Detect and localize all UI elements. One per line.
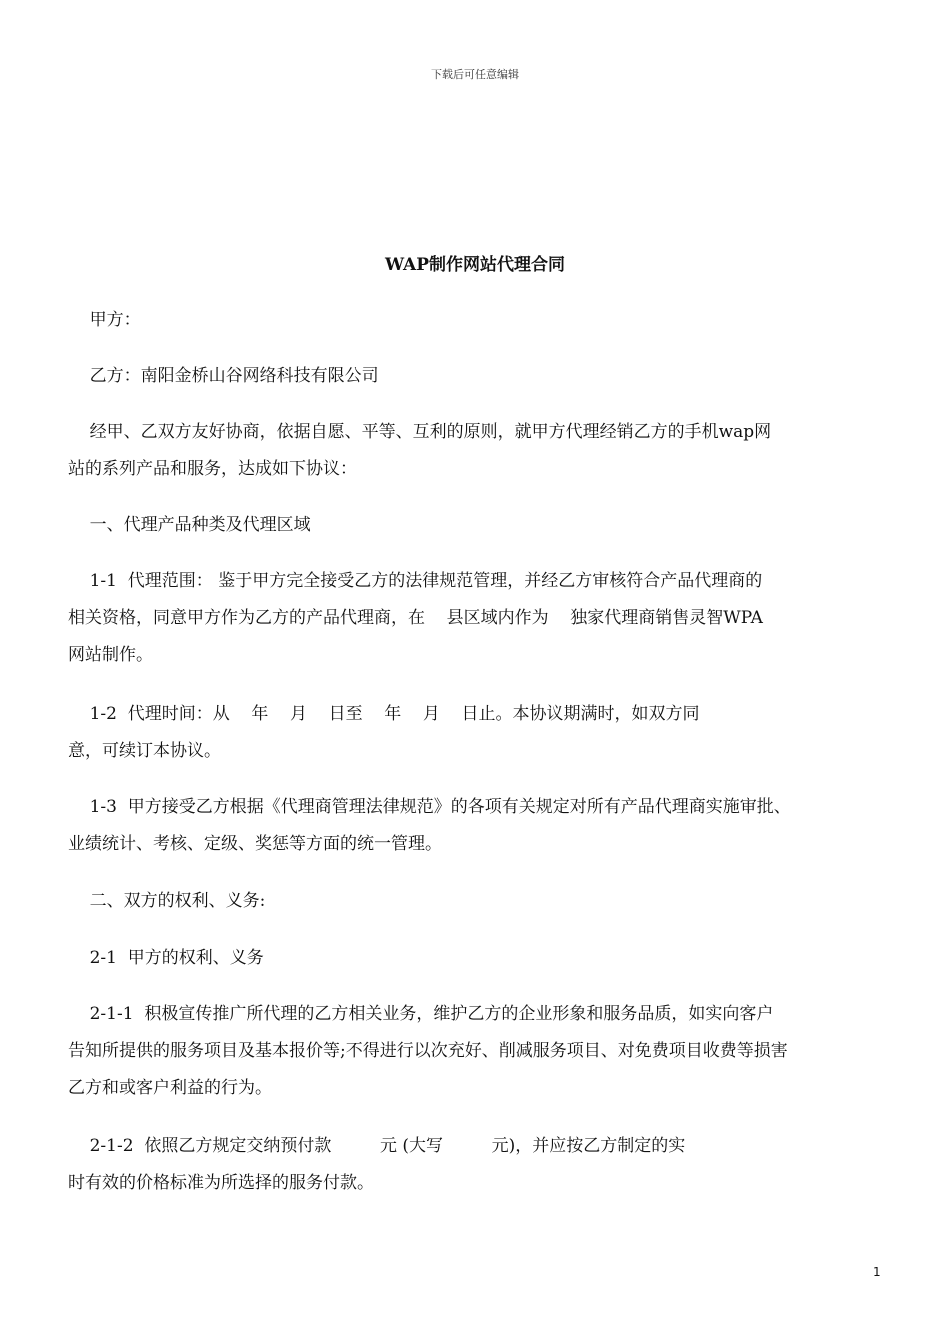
text-line: 甲方： [68, 310, 141, 330]
clause-1-3 [68, 789, 898, 863]
clause-1-1 [68, 563, 898, 674]
page-number: 1 [873, 1265, 881, 1279]
clause-1-2 [68, 696, 898, 770]
text-line: 意，可续订本协议。 [68, 741, 221, 761]
text-line: 乙方和或客户利益的行为。 [68, 1078, 272, 1098]
clause-2-1-1 [68, 996, 898, 1107]
preamble-paragraph [68, 414, 898, 488]
party-b-paragraph [68, 358, 898, 395]
text-line: 2-1-2 依照乙方规定交纳预付款 元 (大写 元)，并应按乙方制定的实 [68, 1136, 686, 1156]
text-line: 1-3 甲方接受乙方根据《代理商管理法律规范》的各项有关规定对所有产品代理商实施审批、 [68, 797, 791, 817]
text-line: 一、代理产品种类及代理区域 [68, 515, 311, 535]
text-line: 业绩统计、考核、定级、奖惩等方面的统一管理。 [68, 834, 442, 854]
text-line: 2-1-1 积极宣传推广所代理的乙方相关业务，维护乙方的企业形象和服务品质，如实向客户 [68, 1004, 774, 1024]
section-heading-2 [68, 883, 898, 920]
text-line: 1-1 代理范围： 鉴于甲方完全接受乙方的法律规范管理，并经乙方审核符合产品代理商的 [68, 571, 763, 591]
text-line: 站的系列产品和服务，达成如下协议： [68, 459, 357, 479]
text-line: 时有效的价格标准为所选择的服务付款。 [68, 1173, 374, 1193]
text-line: 告知所提供的服务项目及基本报价等;不得进行以次充好、削减服务项目、对免费项目收费等损害 [68, 1041, 788, 1061]
party-a-paragraph [68, 302, 898, 339]
text-line: 2-1 甲方的权利、义务 [68, 948, 264, 968]
clause-2-1 [68, 940, 898, 977]
text-line: 相关资格，同意甲方作为乙方的产品代理商，在 县区域内作为 独家代理商销售灵智WPA [68, 608, 763, 628]
text-line: 二、双方的权利、义务: [68, 891, 266, 911]
document-title: WAP制作网站代理合同 [385, 255, 565, 275]
text-line: 1-2 代理时间：从 年 月 日至 年 月 日止。本协议期满时，如双方同 [68, 704, 700, 724]
text-line: 经甲、乙双方友好协商，依据自愿、平等、互利的原则，就甲方代理经销乙方的手机wap网 [68, 422, 772, 442]
header-note: 下载后可任意编辑 [431, 68, 519, 81]
text-line: 乙方：南阳金桥山谷网络科技有限公司 [68, 366, 379, 386]
section-heading-1 [68, 507, 898, 544]
clause-2-1-2 [68, 1128, 898, 1202]
text-line: 网站制作。 [68, 645, 153, 665]
